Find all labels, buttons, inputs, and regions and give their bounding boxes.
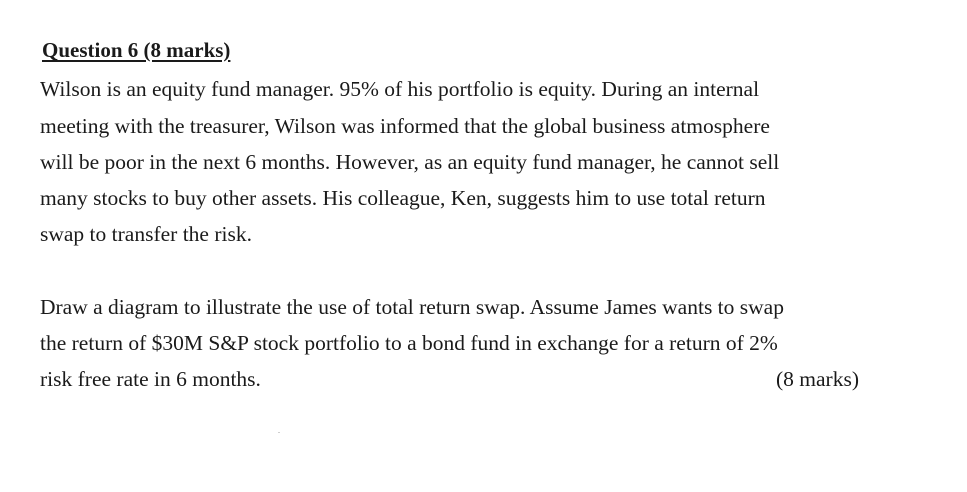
paragraph-1-line-4: many stocks to buy other assets. His colleague, Ken, suggests him to use total return — [40, 186, 766, 210]
paragraph-2-line-3: risk free rate in 6 months. — [40, 367, 261, 391]
question-title: Question 6 (8 marks) — [42, 38, 231, 62]
paragraph-2-line-1: Draw a diagram to illustrate the use of total return swap. Assume James wants to swap — [40, 295, 784, 319]
paragraph-2-line-2: the return of $30M S&P stock portfolio to a bond fund in exchange for a return of 2% — [40, 331, 778, 355]
paragraph-1-line-3: will be poor in the next 6 months. However, as an equity fund manager, he cannot sell — [40, 150, 780, 174]
paragraph-1-line-1: Wilson is an equity fund manager. 95% of his portfolio is equity. During an internal — [40, 77, 760, 101]
paragraph-1-line-2: meeting with the treasurer, Wilson was informed that the global business atmosphere — [40, 114, 770, 138]
marks-label: (8 marks) — [776, 367, 859, 391]
scan-speck — [278, 432, 280, 433]
paragraph-1-line-5: swap to transfer the risk. — [40, 222, 252, 246]
